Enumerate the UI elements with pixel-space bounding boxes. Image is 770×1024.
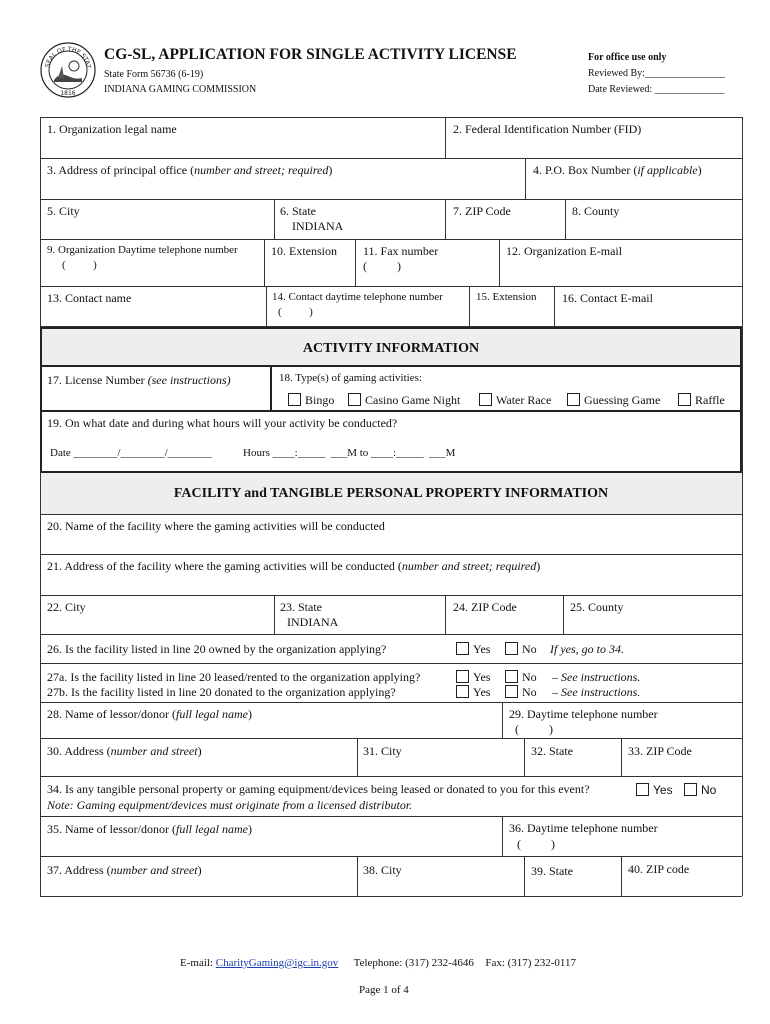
owned-yes-option[interactable] xyxy=(456,642,490,657)
org-phone-paren: ( ) xyxy=(62,259,97,271)
fid-field[interactable]: 2. Federal Identification Number (FID) xyxy=(453,122,642,136)
property-lessor-address-field[interactable] xyxy=(47,863,202,878)
facility-address-field[interactable] xyxy=(47,559,540,574)
owned-no-option[interactable] xyxy=(505,642,537,657)
license-number-field[interactable] xyxy=(47,373,231,388)
water-race-checkbox[interactable] xyxy=(479,393,492,406)
org-email-field[interactable]: 12. Organization E-mail xyxy=(506,244,623,258)
footer-fax: Fax: (317) 232-0117 xyxy=(485,957,576,969)
activity-hours-field[interactable]: Hours ____:_____ ___M to ____:_____ ___M xyxy=(243,447,456,459)
f37-close: ) xyxy=(197,863,202,877)
property-note: Note: Gaming equipment/devices must originate from a licensed distributor. xyxy=(47,798,413,812)
f4-close: ) xyxy=(697,163,702,177)
property-question: 34. Is any tangible personal property or gaming equipment/devices being leased or donated to you for this event? xyxy=(47,782,590,796)
property-no-label: No xyxy=(701,783,717,797)
po-box-field[interactable] xyxy=(533,163,702,178)
leased-no-option[interactable] xyxy=(505,670,537,685)
f4-label: 4. P.O. Box Number ( xyxy=(533,163,638,177)
property-yes-checkbox[interactable] xyxy=(636,783,649,796)
owned-no-label: No xyxy=(522,642,537,656)
f4-hint: if applicable xyxy=(637,163,698,177)
contact-email-field[interactable]: 16. Contact E-mail xyxy=(562,291,653,305)
water-race-label: Water Race xyxy=(496,393,552,407)
leased-no-label: No xyxy=(522,670,537,684)
leased-question: 27a. Is the facility listed in line 20 leased/rented to the organization applying? xyxy=(47,670,421,684)
county-field[interactable]: 8. County xyxy=(572,204,620,218)
f28-close: ) xyxy=(247,707,252,721)
guessing-checkbox[interactable] xyxy=(567,393,580,406)
donated-yes-label: Yes xyxy=(473,685,491,699)
property-lessor-zip-field[interactable]: 40. ZIP code xyxy=(628,862,690,876)
indiana-state-seal-icon xyxy=(40,42,96,98)
city-field[interactable]: 5. City xyxy=(47,204,80,218)
f30-hint: number and street xyxy=(110,744,198,758)
contact-extension-field[interactable]: 15. Extension xyxy=(476,291,537,303)
f35-close: ) xyxy=(247,822,252,836)
lessor-phone-paren: ( ) xyxy=(515,722,553,736)
bingo-checkbox[interactable] xyxy=(288,393,301,406)
f37-label: 37. Address ( xyxy=(47,863,111,877)
donated-no-checkbox[interactable] xyxy=(505,685,518,698)
f30-close: ) xyxy=(197,744,202,758)
f37-hint: number and street xyxy=(110,863,198,877)
date-reviewed-field[interactable]: Date Reviewed: ______________ xyxy=(588,84,725,95)
activity-section-heading xyxy=(40,327,742,367)
lessor-phone-field[interactable]: 29. Daytime telephone number xyxy=(509,707,658,721)
donated-yes-option[interactable] xyxy=(456,685,490,700)
lessor-zip-field[interactable]: 33. ZIP Code xyxy=(628,744,692,758)
f17-label: 17. License Number xyxy=(47,373,148,387)
property-no-checkbox[interactable] xyxy=(684,783,697,796)
facility-zip-field[interactable]: 24. ZIP Code xyxy=(453,600,517,614)
lessor-address-field[interactable] xyxy=(47,744,202,759)
property-lessor-city-field[interactable]: 38. City xyxy=(363,863,402,877)
org-extension-field[interactable]: 10. Extension xyxy=(271,244,337,258)
donated-no-option[interactable] xyxy=(505,685,537,700)
raffle-checkbox[interactable] xyxy=(678,393,691,406)
activity-heading-text: ACTIVITY INFORMATION xyxy=(302,341,480,356)
page-number: Page 1 of 4 xyxy=(359,984,409,996)
property-yes-option[interactable] xyxy=(636,783,673,797)
footer-phone: Telephone: (317) 232-4646 xyxy=(353,957,474,969)
facility-state-field[interactable]: 23. State xyxy=(280,600,322,614)
org-legal-name-field[interactable]: 1. Organization legal name xyxy=(47,122,177,136)
seal-top-text: SEAL OF THE STAT xyxy=(44,45,92,69)
state-form-number: State Form 56736 (6-19) xyxy=(104,69,204,80)
facility-state-value: INDIANA xyxy=(287,615,339,629)
property-yes-label: Yes xyxy=(653,783,673,797)
property-lessor-state-field[interactable]: 39. State xyxy=(531,864,573,878)
property-lessor-phone-field[interactable]: 36. Daytime telephone number xyxy=(509,821,658,835)
raffle-label: Raffle xyxy=(695,393,725,407)
lessor-city-field[interactable]: 31. City xyxy=(363,744,402,758)
f3-close: ) xyxy=(328,163,333,177)
svg-text:SEAL OF THE STATE OF INDIANA xyxy=(40,42,92,69)
facility-heading-text: FACILITY and TANGIBLE PERSONAL PROPERTY INFORMATION xyxy=(173,486,609,501)
fax-paren: ( ) xyxy=(363,259,401,273)
casino-label: Casino Game Night xyxy=(365,393,461,407)
f3-label: 3. Address of principal office ( xyxy=(47,163,195,177)
facility-county-field[interactable]: 25. County xyxy=(570,600,624,614)
owned-yes-label: Yes xyxy=(473,642,491,656)
footer-contact xyxy=(180,957,576,969)
guessing-label: Guessing Game xyxy=(584,393,661,407)
leased-yes-label: Yes xyxy=(473,670,491,684)
casino-checkbox[interactable] xyxy=(348,393,361,406)
leased-note: – See instructions. xyxy=(552,670,641,684)
owned-yes-checkbox[interactable] xyxy=(456,642,469,655)
f35-label: 35. Name of lessor/donor ( xyxy=(47,822,176,836)
type-guessing-option[interactable] xyxy=(567,393,660,408)
zip-field[interactable]: 7. ZIP Code xyxy=(453,204,511,218)
owned-no-checkbox[interactable] xyxy=(505,642,518,655)
type-raffle-option[interactable] xyxy=(678,393,725,408)
agency-name: INDIANA GAMING COMMISSION xyxy=(104,84,257,95)
property-lessor-phone-paren: ( ) xyxy=(517,837,555,851)
f28-hint: full legal name xyxy=(175,707,248,721)
leased-yes-checkbox[interactable] xyxy=(456,670,469,683)
principal-address-field[interactable] xyxy=(47,163,332,178)
office-use-label: For office use only xyxy=(588,52,667,63)
owned-question: 26. Is the facility listed in line 20 owned by the organization applying? xyxy=(47,642,387,656)
footer-email-label: E-mail: xyxy=(180,957,216,969)
lessor-state-field[interactable]: 32. State xyxy=(531,744,573,758)
facility-city-field[interactable]: 22. City xyxy=(47,600,86,614)
activity-date-field[interactable]: Date ________/________/________ xyxy=(50,447,212,459)
org-phone-field[interactable]: 9. Organization Daytime telephone number xyxy=(47,244,238,256)
contact-name-field[interactable]: 13. Contact name xyxy=(47,291,132,305)
f35-hint: full legal name xyxy=(175,822,248,836)
f3-hint: number and street; required xyxy=(194,163,329,177)
donated-yes-checkbox[interactable] xyxy=(456,685,469,698)
facility-section-heading xyxy=(40,473,742,514)
donated-no-label: No xyxy=(522,685,537,699)
reviewed-by-field[interactable]: Reviewed By:________________ xyxy=(588,68,725,79)
f28-label: 28. Name of lessor/donor ( xyxy=(47,707,176,721)
f21-close: ) xyxy=(536,559,541,573)
property-no-option[interactable] xyxy=(684,783,716,797)
type-water-race-option[interactable] xyxy=(479,393,551,408)
donated-question: 27b. Is the facility listed in line 20 donated to the organization applying? xyxy=(47,685,396,699)
facility-name-field[interactable]: 20. Name of the facility where the gaming activities will be conducted xyxy=(47,519,385,533)
bingo-label: Bingo xyxy=(305,393,335,407)
owned-note: If yes, go to 34. xyxy=(550,642,624,656)
property-lessor-name-field[interactable] xyxy=(47,822,252,837)
state-field[interactable]: 6. State xyxy=(280,204,316,218)
donated-note: – See instructions. xyxy=(552,685,641,699)
state-value: INDIANA xyxy=(292,219,344,233)
lessor-name-field[interactable] xyxy=(47,707,252,722)
gaming-types-label: 18. Type(s) of gaming activities: xyxy=(279,372,422,384)
leased-yes-option[interactable] xyxy=(456,670,490,685)
type-bingo-option[interactable] xyxy=(288,393,334,408)
type-casino-option[interactable] xyxy=(348,393,460,408)
seal-year: 1816 xyxy=(60,90,76,97)
leased-no-checkbox[interactable] xyxy=(505,670,518,683)
activity-date-question: 19. On what date and during what hours will your activity be conducted? xyxy=(47,416,398,430)
contact-phone-paren: ( ) xyxy=(278,306,313,318)
fax-field[interactable]: 11. Fax number xyxy=(363,244,439,258)
f21-hint: number and street; required xyxy=(401,559,537,573)
f21-label: 21. Address of the facility where the gaming activities will be conducted ( xyxy=(47,559,402,573)
form-title: CG-SL, APPLICATION FOR SINGLE ACTIVITY LICENSE xyxy=(104,46,517,63)
f17-hint: (see instructions) xyxy=(147,373,231,387)
contact-phone-field[interactable]: 14. Contact daytime telephone number xyxy=(272,291,443,303)
footer-email-link[interactable]: CharityGaming@igc.in.gov xyxy=(215,957,339,969)
f30-label: 30. Address ( xyxy=(47,744,111,758)
